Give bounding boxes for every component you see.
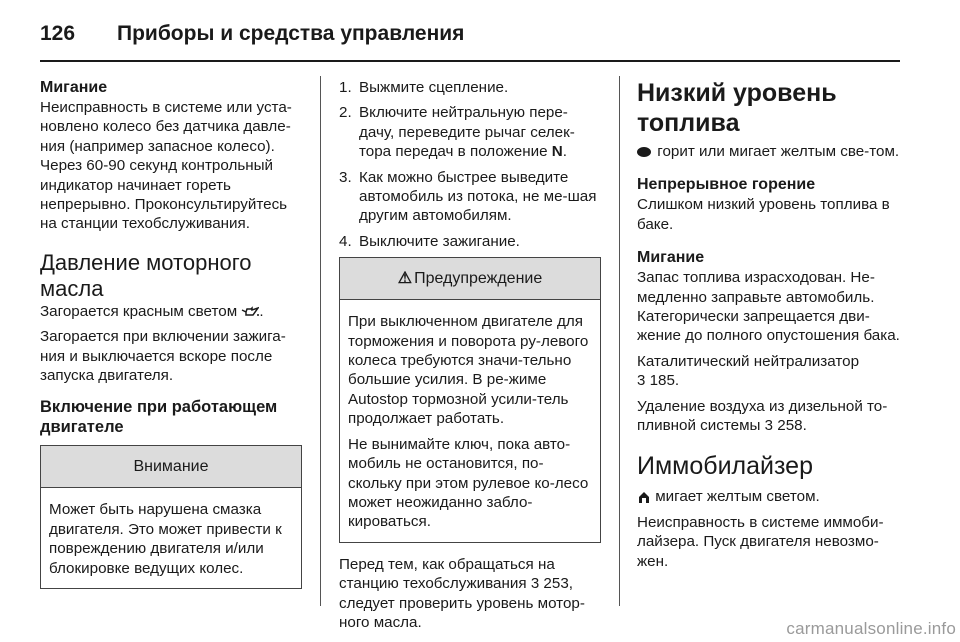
- page-title: Приборы и средства управления: [117, 22, 465, 45]
- heading-blink-fuel: Мигание: [637, 249, 705, 267]
- page-number: 126: [40, 22, 76, 45]
- step-number: 2.: [339, 104, 352, 122]
- paragraph-immobilizer-fault: Неисправность в системе иммоби-лайзера. Пуск двигателя невозмо-жен.: [637, 513, 884, 570]
- step-text-end: .: [562, 143, 567, 161]
- list-item: [339, 78, 601, 97]
- heading-continuous: Непрерывное горение: [637, 176, 816, 194]
- paragraph-oil-red: [40, 302, 302, 321]
- immobilizer-icon: [637, 491, 651, 504]
- heading-low-fuel: Низкий уровень топлива: [637, 79, 837, 137]
- warning-header: [340, 258, 600, 300]
- column-middle: [339, 78, 601, 632]
- ref-arrow-icon: 3: [530, 575, 540, 593]
- warning-text-2: Не вынимайте ключ, пока авто-мобиль не остановится, по-скольку при этом рулевое ко-лесо может неожиданно забло-кироваться.: [348, 435, 589, 531]
- paragraph-air-removal: [637, 397, 903, 436]
- heading-oil-line-2: масла: [40, 275, 104, 301]
- list-item: [339, 232, 601, 251]
- before-text-end: , следует проверить уровень мотор-ного масла.: [339, 575, 585, 631]
- warning-text-1: При выключенном двигателе для торможения и поворота ру-левого колеса требуются значи-тельно большие усилия. В ре-жиме Autostop тормозной усили-тель продолжает работать.: [348, 313, 589, 428]
- paragraph-before-service: [339, 555, 601, 633]
- step-text: [359, 103, 601, 161]
- step-number: 4.: [339, 232, 352, 250]
- catalyst-text-end: .: [674, 372, 680, 390]
- caution-box: [40, 445, 302, 589]
- heading-oil-pressure: [40, 250, 302, 302]
- air-text-end: .: [802, 417, 807, 435]
- fuel-text: горит или мигает желтым све-том.: [657, 143, 900, 160]
- oil-text: Загорается красным светом: [40, 302, 238, 320]
- list-item: [339, 103, 601, 161]
- warning-title: Предупреждение: [414, 270, 543, 288]
- page-ref[interactable]: 253: [543, 575, 569, 593]
- step-number: 3.: [339, 168, 352, 186]
- page-ref[interactable]: 185: [649, 372, 675, 390]
- list-item: [339, 168, 601, 226]
- heading-oil-line-1: Давление моторного: [40, 249, 252, 275]
- watermark: carmanualsonline.info: [786, 619, 956, 638]
- heading-immobilizer: Иммобилайзер: [637, 452, 813, 481]
- header-divider: [40, 60, 900, 62]
- paragraph-oil-ignition: Загорается при включении зажига-ния и выключается вскоре после запуска двигателя.: [40, 328, 286, 385]
- caution-title: Внимание: [41, 446, 301, 488]
- step-text-main: Включите нейтральную пере-дачу, переведите рычаг селек-тора передач в положение: [359, 104, 575, 161]
- warning-icon: ⚠: [397, 270, 413, 288]
- steps-list: [339, 78, 601, 251]
- heading-blink: Мигание: [40, 79, 108, 96]
- ref-arrow-icon: 3: [764, 417, 774, 435]
- step-text: Выжмите сцепление.: [359, 79, 509, 96]
- heading-running-engine: Включение при работающем двигателе: [40, 398, 278, 437]
- catalyst-text: Каталитический нейтрализатор: [637, 352, 860, 370]
- paragraph-blink-fuel: Запас топлива израсходован. Не-медленно заправьте автомобиль. Категорически запрещается дви-жение до полного опустошения бака.: [637, 269, 900, 345]
- ref-arrow-icon: 3: [637, 372, 646, 390]
- immobilizer-text: мигает желтым светом.: [655, 488, 820, 506]
- step-number: 1.: [339, 79, 352, 96]
- column-right: [637, 78, 903, 571]
- paragraph-immobilizer: [637, 487, 903, 506]
- warning-box: [339, 257, 601, 542]
- step-text: Выключите зажигание.: [359, 232, 520, 250]
- fuel-indicator-icon: [637, 147, 651, 157]
- oil-text-end: .: [259, 302, 264, 320]
- paragraph-catalyst: [637, 352, 903, 391]
- page-header: [40, 14, 464, 54]
- column-left: [40, 78, 302, 589]
- oil-can-icon: [241, 306, 259, 317]
- paragraph-continuous: Слишком низкий уровень топлива в баке.: [637, 196, 890, 233]
- air-text: Удаление воздуха из дизельной то-пливной системы: [637, 397, 888, 435]
- paragraph-blink: Неисправность в системе или уста-новлено колесо без датчика давле-ния (например запасное колесо). Через 60-90 секунд контрольный индикатор начинает гореть непрерывно. Проконсультируйтесь на станции техобслуживания.: [40, 99, 292, 233]
- before-text: Перед тем, как обращаться на станцию техобслуживания: [339, 555, 555, 593]
- step-text: Как можно быстрее выведите автомобиль из потока, не ме-шая другим автомобилям.: [359, 168, 597, 225]
- paragraph-low-fuel: [637, 142, 903, 161]
- caution-text: Может быть нарушена смазка двигателя. Это может привести к повреждению двигателя и/или блокировке ведущих колес.: [49, 501, 282, 577]
- column-divider: [619, 76, 620, 606]
- gear-neutral: N: [551, 143, 563, 161]
- column-divider: [320, 76, 321, 606]
- page-ref[interactable]: 258: [777, 417, 803, 435]
